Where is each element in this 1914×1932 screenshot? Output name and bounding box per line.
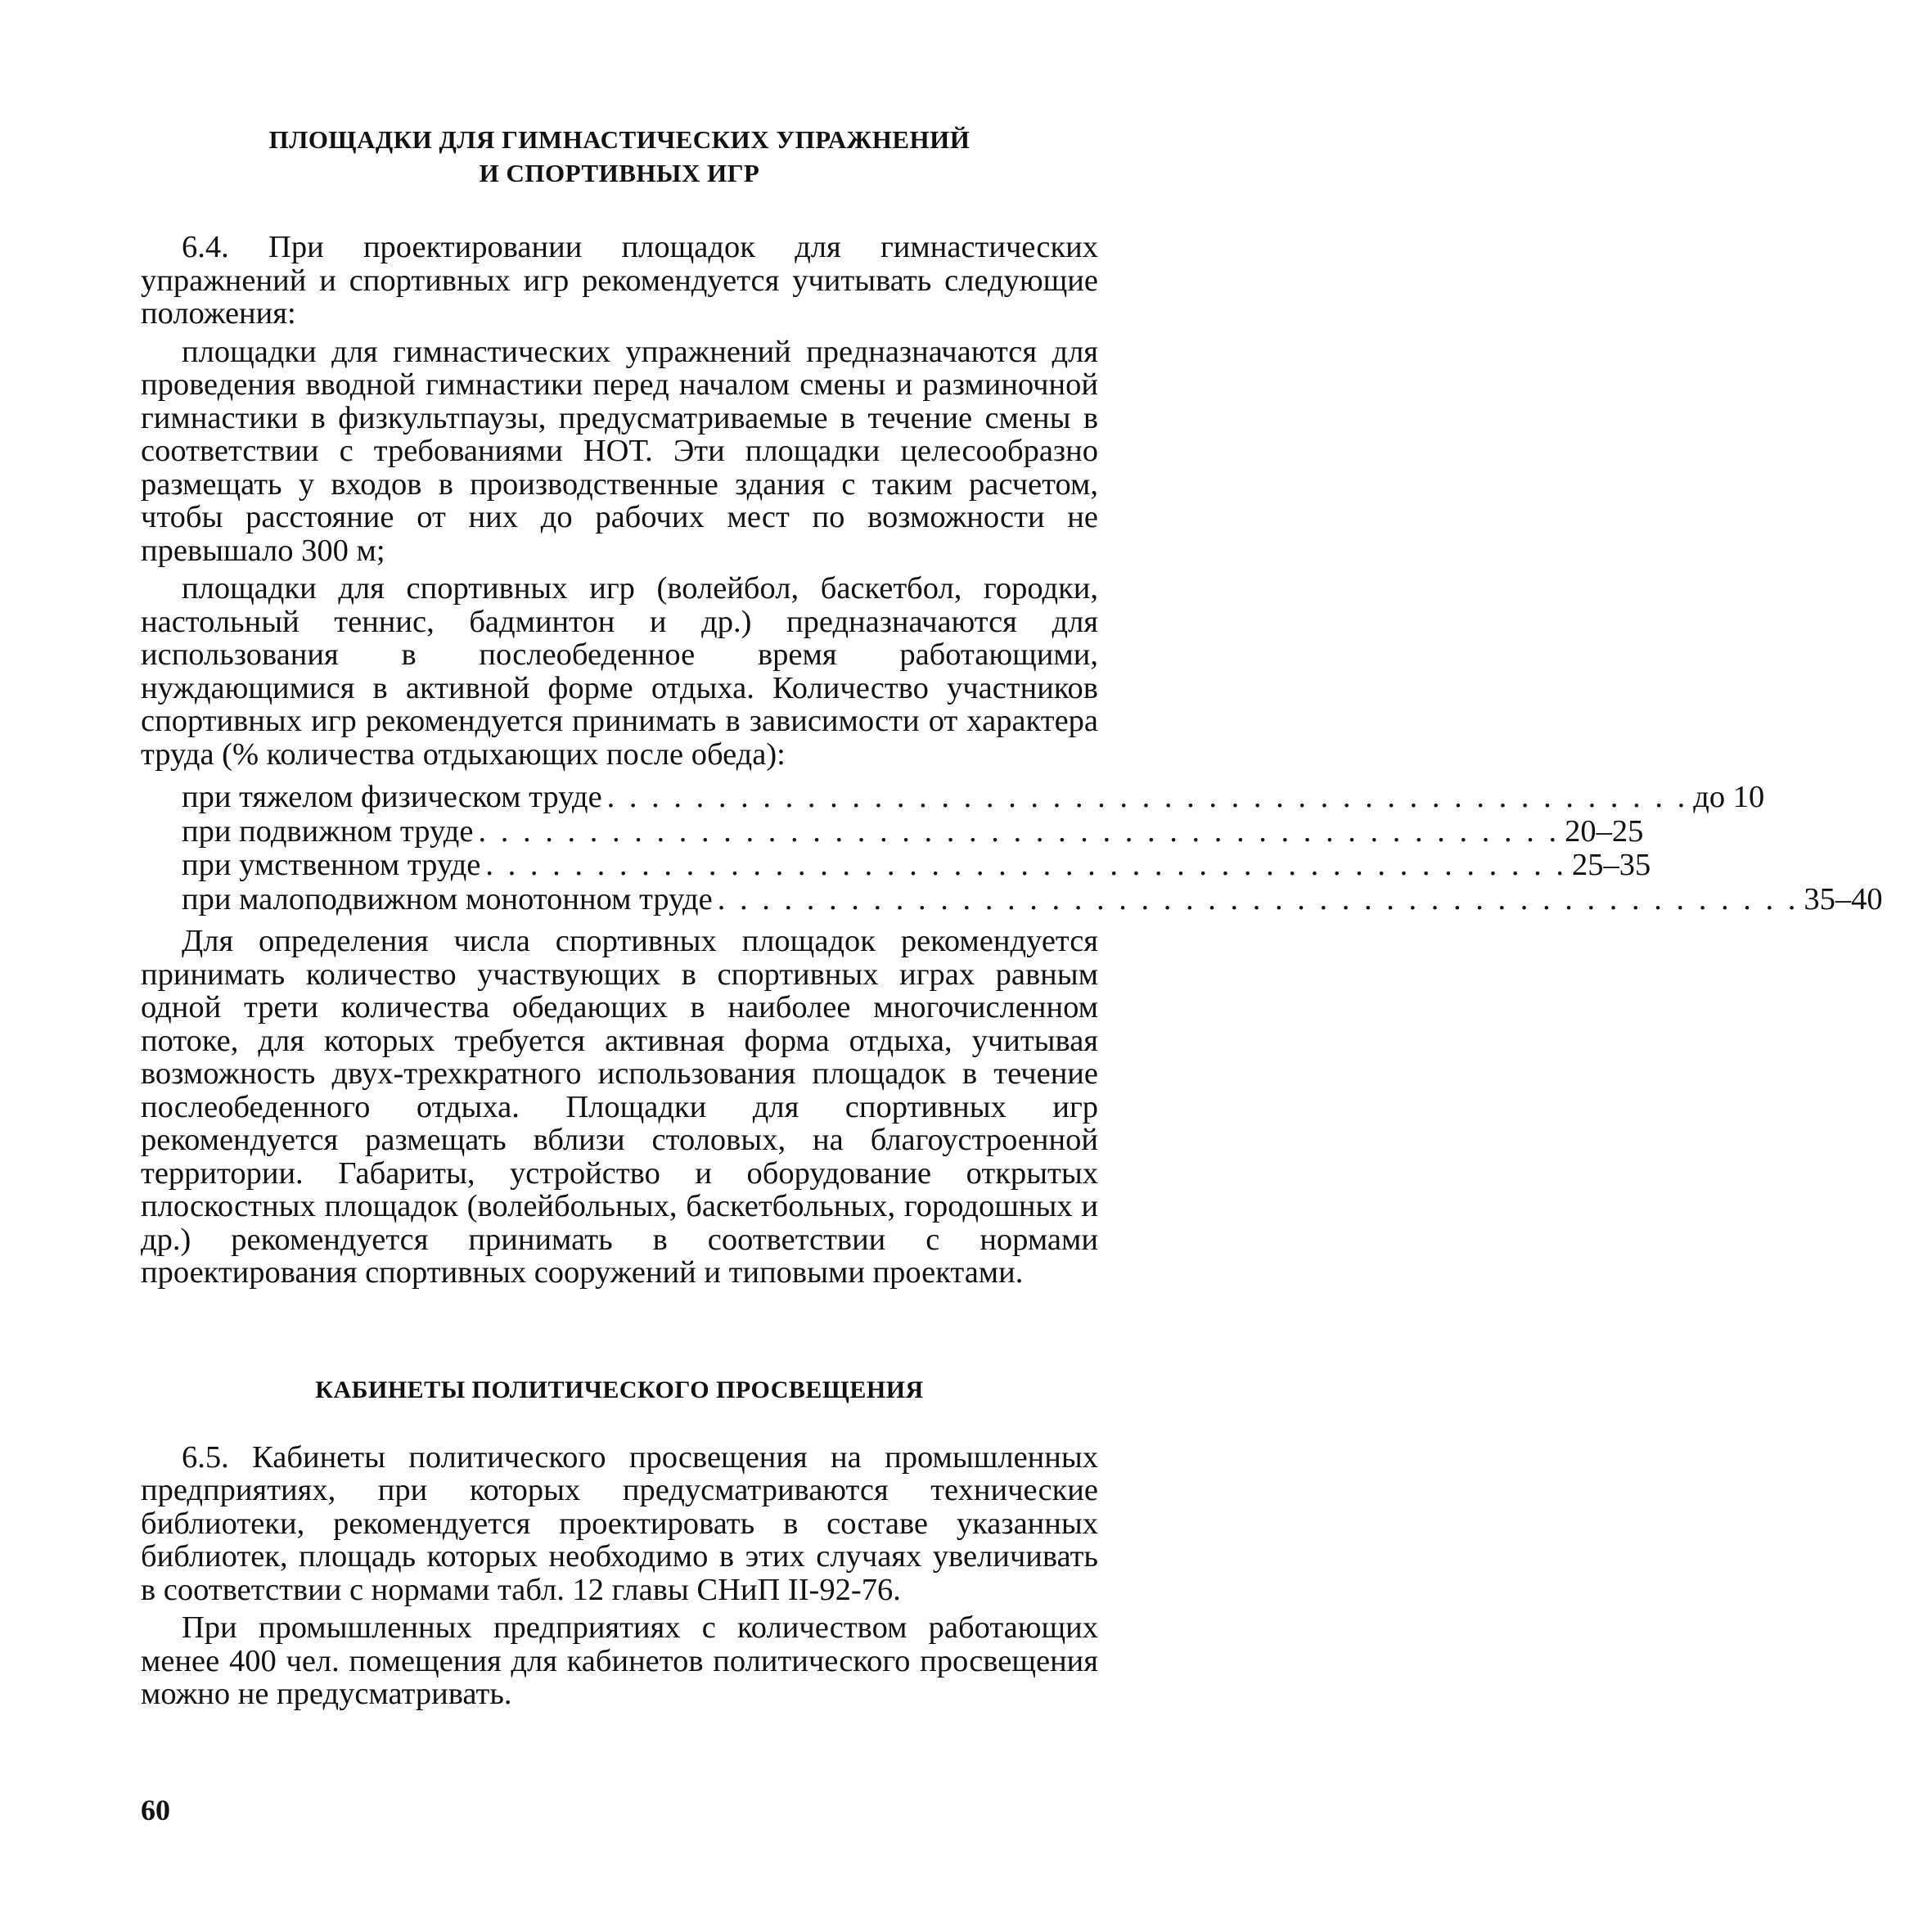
table-row (182, 848, 1651, 883)
page-content (141, 123, 1883, 1711)
table-row-value: 20–25 (1565, 813, 1644, 849)
table-row-value: до 10 (1693, 780, 1765, 814)
section-title-sports-grounds (141, 123, 1098, 190)
table-row (182, 813, 1644, 849)
section-6-4 (141, 231, 1098, 771)
paragraph-sports-grounds: площадки для спортивных игр (волейбол, баскетбол, городки, настольный теннис, бадминтон и др.) предназначаются для использования в послеобеденное время работающими, нуждающимися в активной форме отдыха. Количество участников спортивных игр рекомендуется принимать в зависимости от характера труда (% количества отдыхающих после обеда): (141, 571, 1098, 772)
table-row (182, 881, 1883, 917)
section-title-political-education: КАБИНЕТЫ ПОЛИТИЧЕСКОГО ПРОСВЕЩЕНИЯ (315, 1376, 924, 1403)
table-row-label: при подвижном труде (182, 813, 474, 849)
paragraph-6-4-intro: 6.4. При проектировании площадок для гимнастических упражнений и спортивных игр рекомендуется учитывать следующие положения: (141, 230, 1098, 331)
section-title-line-1: ПЛОЩАДКИ ДЛЯ ГИМНАСТИЧЕСКИХ УПРАЖНЕНИЙ (268, 125, 971, 154)
paragraph-6-5: 6.5. Кабинеты политического просвещения на промышленных предприятиях, при которых предусматриваются технические библиотеки, рекомендуется проектировать в составе указанных библиотек, площадь которых необходимо в этих случаях увеличивать в соответствии с нормами табл. 12 главы СНиП II-92-76. (141, 1439, 1098, 1607)
participation-table (182, 780, 1883, 916)
leader-dots: . . . . . . . . . . . . . . . . . . . . . . . . . . . . . . . . . . . . . . . . . . . . . . . . . (485, 848, 1568, 882)
section-title-line-2: И СПОРТИВНЫХ ИГР (479, 159, 760, 187)
paragraph-small-enterprises: При промышленных предприятиях с количеством работающих менее 400 чел. помещения для кабинетов политического просвещения можно не предусматривать. (141, 1610, 1098, 1711)
table-row-label: при умственном труде (182, 848, 481, 882)
table-row-label: при тяжелом физическом труде (182, 780, 602, 814)
table-row (182, 780, 1765, 815)
leader-dots: . . . . . . . . . . . . . . . . . . . . . . . . . . . . . . . . . . . . . . . . . . . . . . . . . (717, 881, 1799, 916)
table-row-value: 35–40 (1804, 881, 1883, 916)
table-row-label: при малоподвижном монотонном труде (182, 881, 713, 916)
table-row-value: 25–35 (1572, 848, 1651, 882)
leader-dots: . . . . . . . . . . . . . . . . . . . . . . . . . . . . . . . . . . . . . . . . . . . . . . . . . (478, 813, 1560, 849)
paragraph-number-of-grounds: Для определения числа спортивных площадок рекомендуется принимать количество участвующих в спортивных играх равным одной трети количества обедающих в наиболее многочисленном потоке, для которых требуется активная форма отдыха, учитывая возможность двух-трехкратного использования площадок в течение послеобеденного отдыха. Площадки для спортивных игр рекомендуется размещать вблизи столовых, на благоустроенной территории. Габариты, устройство и оборудование открытых плоскостных площадок (волейбольных, баскетбольных, городошных и др.) рекомендуется принимать в соответствии с нормами проектирования спортивных сооружений и типовыми проектами. (141, 924, 1098, 1290)
paragraph-gymnastics-grounds: площадки для гимнастических упражнений предназначаются для проведения вводной гимнастики перед началом смены и разминочной гимнастики в физкультпаузы, предусматриваемые в течение смены в соответствии с требованиями НОТ. Эти площадки целесообразно размещать у входов в производственные здания с таким расчетом, чтобы расстояние от них до рабочих мест по возможности не превышало 300 м; (141, 334, 1098, 568)
page-number: 60 (141, 1794, 170, 1826)
section-6-5 (141, 1441, 1098, 1711)
leader-dots: . . . . . . . . . . . . . . . . . . . . . . . . . . . . . . . . . . . . . . . . . . . . . . . . . (606, 780, 1689, 814)
